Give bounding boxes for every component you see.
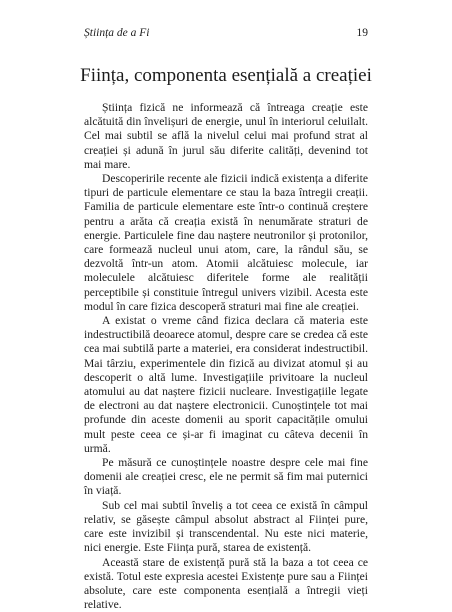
paragraph: Pe măsură ce cunoștințele noastre despre cele mai fine domenii ale creației cresc, ele ne permit să fim mai puternici în viață. (84, 456, 368, 499)
paragraph: Știința fizică ne informează că întreaga creație este alcătuită din învelișuri de energie, unul în interiorul celuilalt. Cel mai subtil se află la nivelul celui mai profund strat al creației și adună în jurul său diferite calități, devenind tot mai mare. (84, 101, 368, 172)
paragraph: Descoperirile recente ale fizicii indică existența a diferite tipuri de particule elementare ce stau la baza întregii creații. Familia de particule elementare este într-o continuă creștere pentru a arăta că creația există în nenumărate straturi de energie. Particulele fine dau naștere neutronilor și protonilor, care formează nucleul unui atom, care, la rândul său, se dezvoltă într-un atom. Atomii alcătuiesc molecule, iar moleculele alcătuiesc diferitele forme ale realității perceptibile și constituie întregul univers vizibil. Acesta este modul în care fizica descoperă straturi mai fine ale creației. (84, 172, 368, 314)
running-title: Știința de a Fi (84, 27, 149, 39)
paragraph: A existat o vreme când fizica declara că materia este indestructibilă deoarece atomul, despre care se credea că este cea mai subtilă parte a materiei, era considerat indestructibil. Mai târziu, experimentele din fizică au divizat atomul și au descoperit o altă lume. Investigațiile privitoare la nucleul atomului au dat naștere fizicii nucleare. Investigațiile legate de electroni au dat naștere electronicii. Cunoștințele tot mai profunde din aceste domenii au sporit capacitățile omului mult peste ceea ce și-ar fi imaginat cu câteva decenii în urmă. (84, 314, 368, 456)
page-number: 19 (357, 27, 369, 39)
paragraph: Sub cel mai subtil înveliș a tot ceea ce există în câmpul relativ, se găsește câmpul absolut abstract al Ființei pure, care este invizibil și transcendental. Nu este nici materie, nici energie. Este Ființa pură, starea de existență. (84, 499, 368, 556)
body-text (84, 101, 368, 612)
chapter-title: Ființa, componenta esențială a creației (60, 64, 392, 88)
paragraph: Această stare de existență pură stă la baza a tot ceea ce există. Totul este expresia acestei Existențe pure sau a Ființei absolute, care este componenta esențială a întregii vieți relative. (84, 556, 368, 612)
running-header (84, 27, 368, 43)
